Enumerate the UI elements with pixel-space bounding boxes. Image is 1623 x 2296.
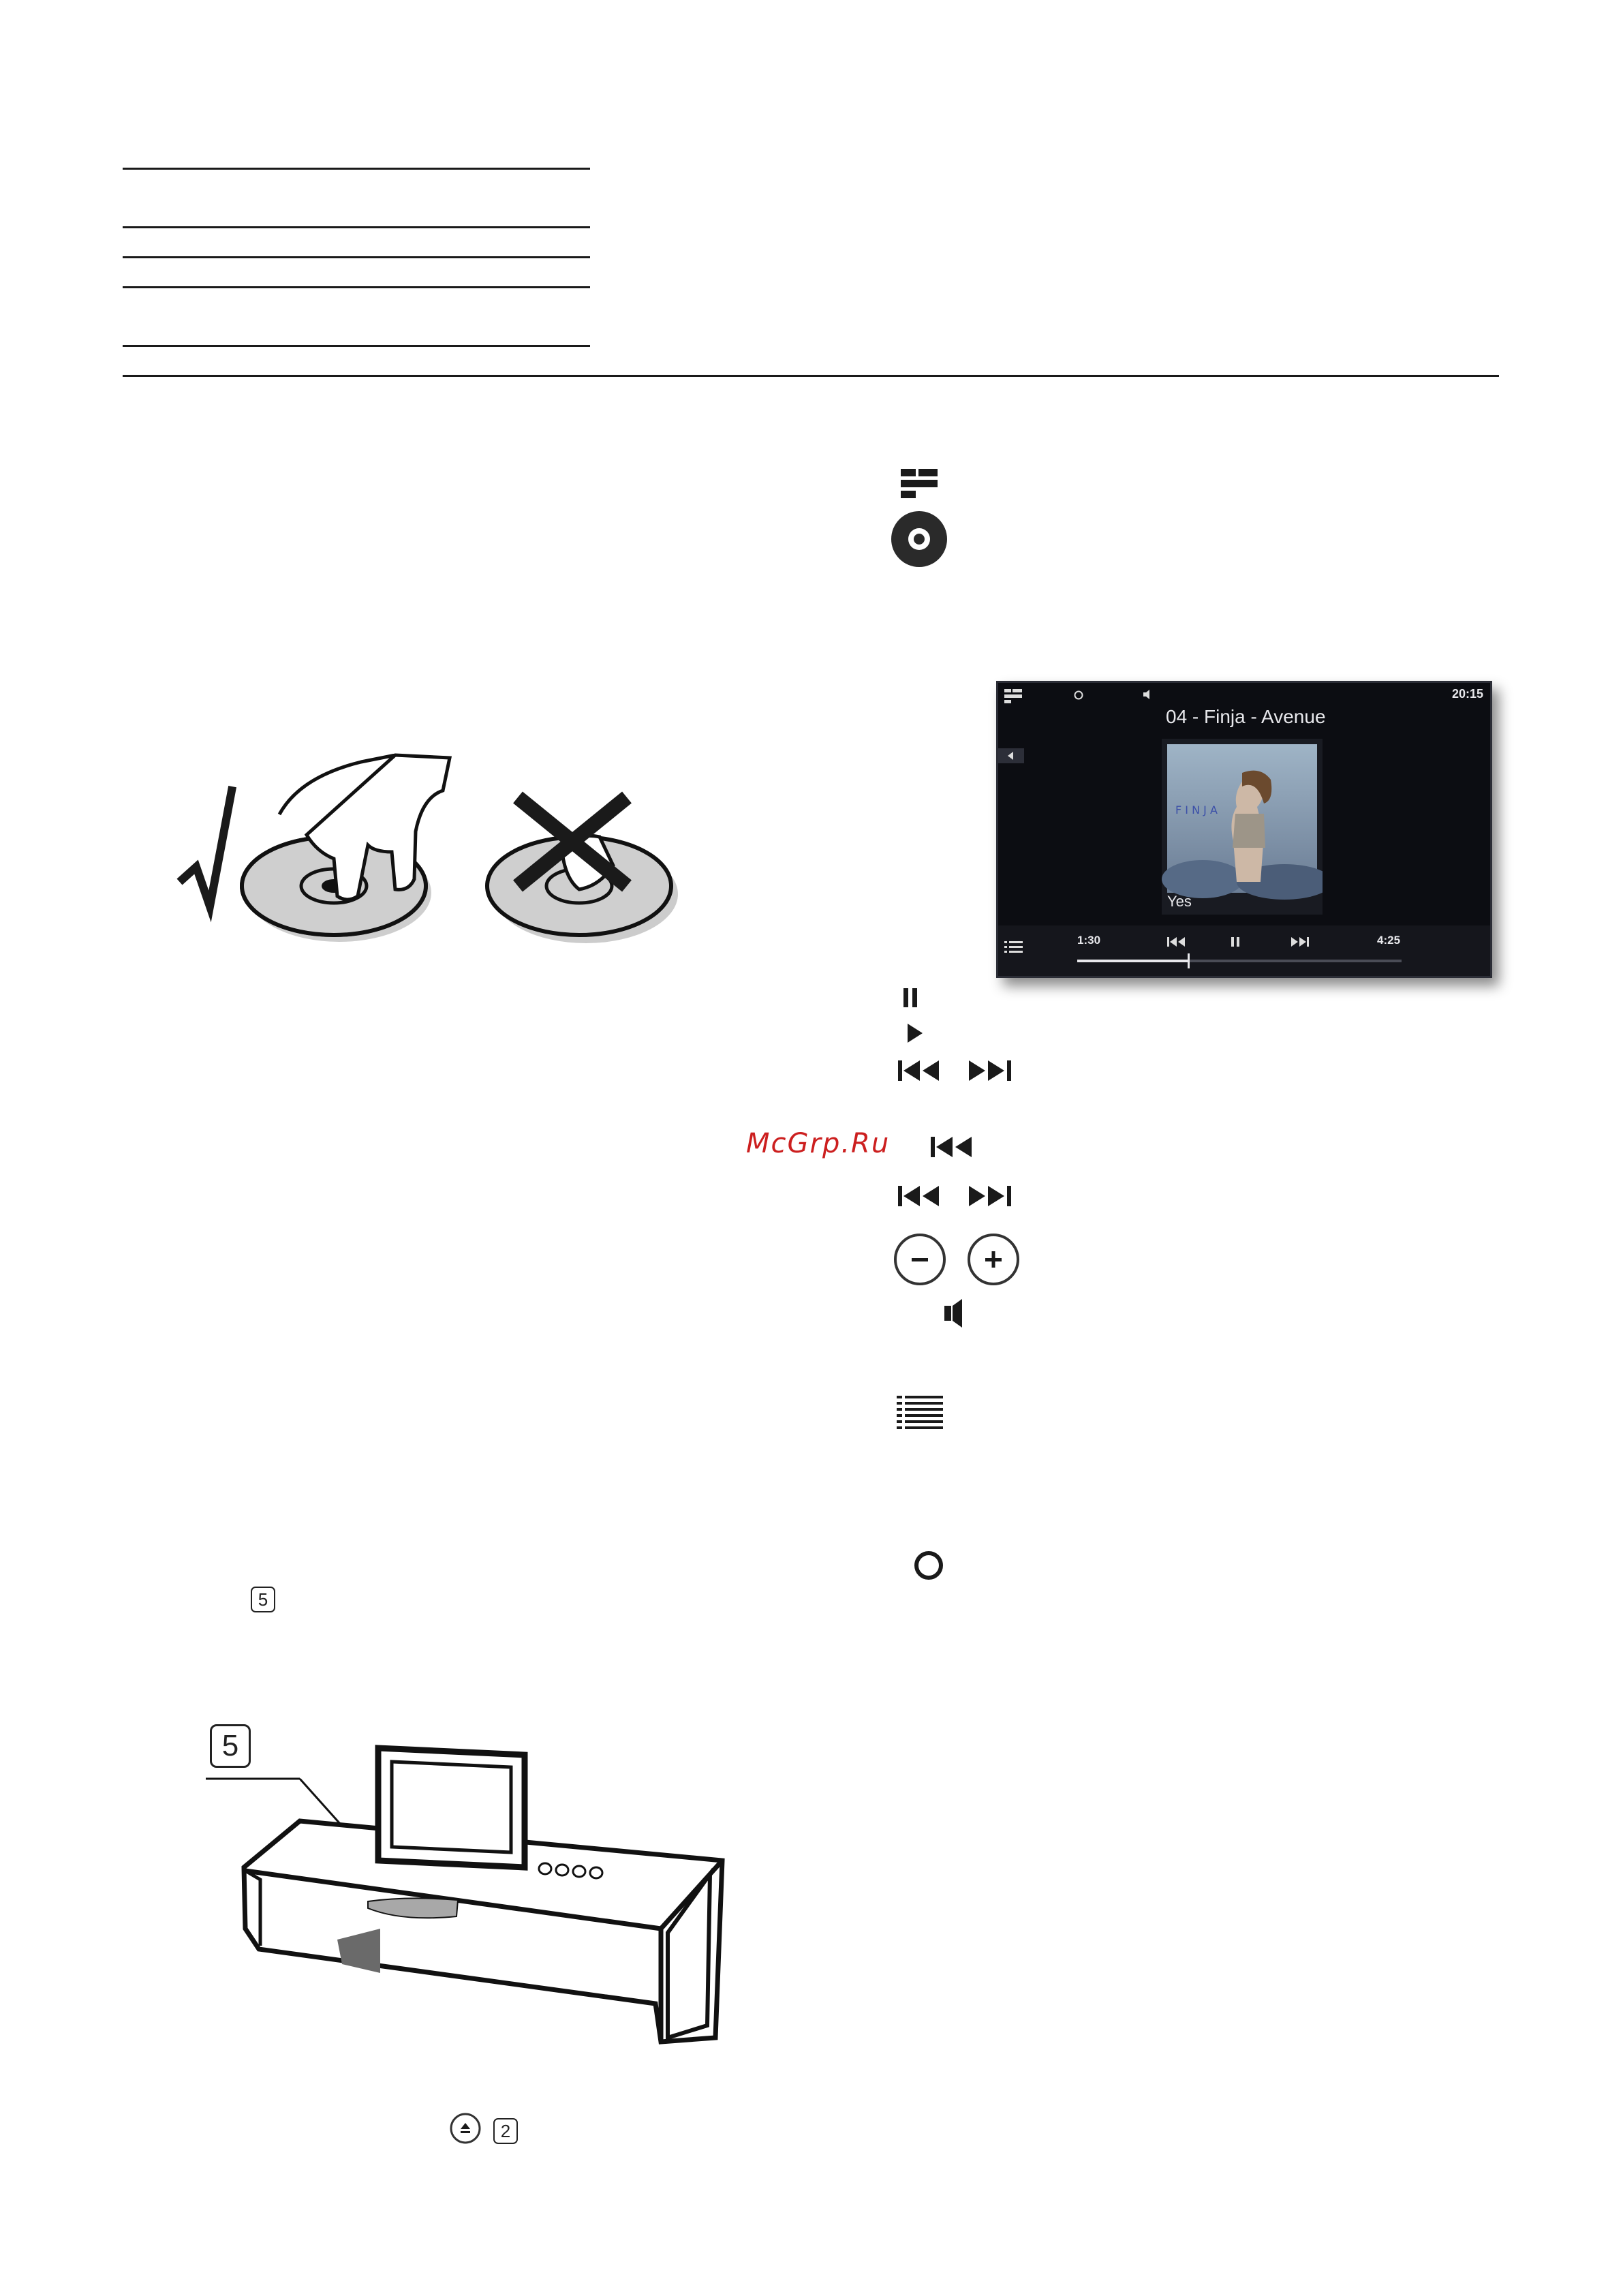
progress-knob[interactable] — [1188, 953, 1190, 968]
disc-handling-illustration — [164, 750, 709, 947]
previous-track-icon-2 — [929, 1134, 981, 1160]
total-time: 4:25 — [1377, 934, 1401, 947]
previous-track-icon-3 — [897, 1183, 948, 1209]
progress-track[interactable] — [1077, 960, 1402, 962]
playlist-icon — [895, 1394, 944, 1433]
speaker-icon — [942, 1296, 969, 1330]
menu-grid-icon — [898, 468, 940, 502]
player-bottom-bar — [998, 925, 1490, 976]
screen-speaker-icon — [1141, 688, 1154, 701]
screen-previous-button[interactable] — [1166, 935, 1190, 949]
elapsed-time: 1:30 — [1077, 934, 1101, 947]
player-screen — [996, 681, 1492, 978]
cd-source-icon — [890, 510, 948, 568]
screen-pause-button[interactable] — [1228, 935, 1242, 949]
pause-icon — [901, 985, 921, 1010]
disc-slot-callout-number: 5 — [210, 1724, 251, 1768]
header-rule-3 — [123, 256, 590, 258]
svg-text:F I N J A: F I N J A — [1175, 803, 1218, 816]
screen-clock: 20:15 — [1451, 687, 1483, 701]
screen-record-circle-icon — [1073, 690, 1084, 701]
header-rule-5 — [123, 345, 590, 347]
watermark: McGrp.Ru — [746, 1128, 891, 1159]
back-arrow-button[interactable] — [998, 748, 1024, 763]
progress-fill — [1077, 960, 1188, 962]
inline-ref-number: 5 — [251, 1587, 275, 1612]
device-illustration — [198, 1717, 729, 2045]
header-rule-1 — [123, 168, 590, 170]
screen-playlist-icon[interactable] — [1004, 939, 1024, 955]
eject-ref-number: 2 — [493, 2118, 518, 2144]
album-caption: Yes — [1167, 893, 1192, 910]
header-rule-2 — [123, 226, 590, 228]
plus-volume-icon — [966, 1232, 1021, 1287]
next-track-icon — [965, 1058, 1017, 1084]
header-rule-4 — [123, 286, 590, 288]
screen-next-button[interactable] — [1287, 935, 1312, 949]
album-art — [1162, 739, 1323, 915]
eject-icon — [448, 2111, 482, 2145]
play-icon — [903, 1021, 927, 1045]
screen-menu-icon[interactable] — [1004, 688, 1024, 705]
record-circle-icon — [912, 1548, 946, 1582]
minus-volume-icon — [893, 1232, 947, 1287]
next-track-icon-2 — [965, 1183, 1017, 1209]
previous-track-icon — [897, 1058, 948, 1084]
track-title: 04 - Finja - Avenue — [1166, 706, 1326, 727]
page-divider-rule — [123, 375, 1499, 377]
